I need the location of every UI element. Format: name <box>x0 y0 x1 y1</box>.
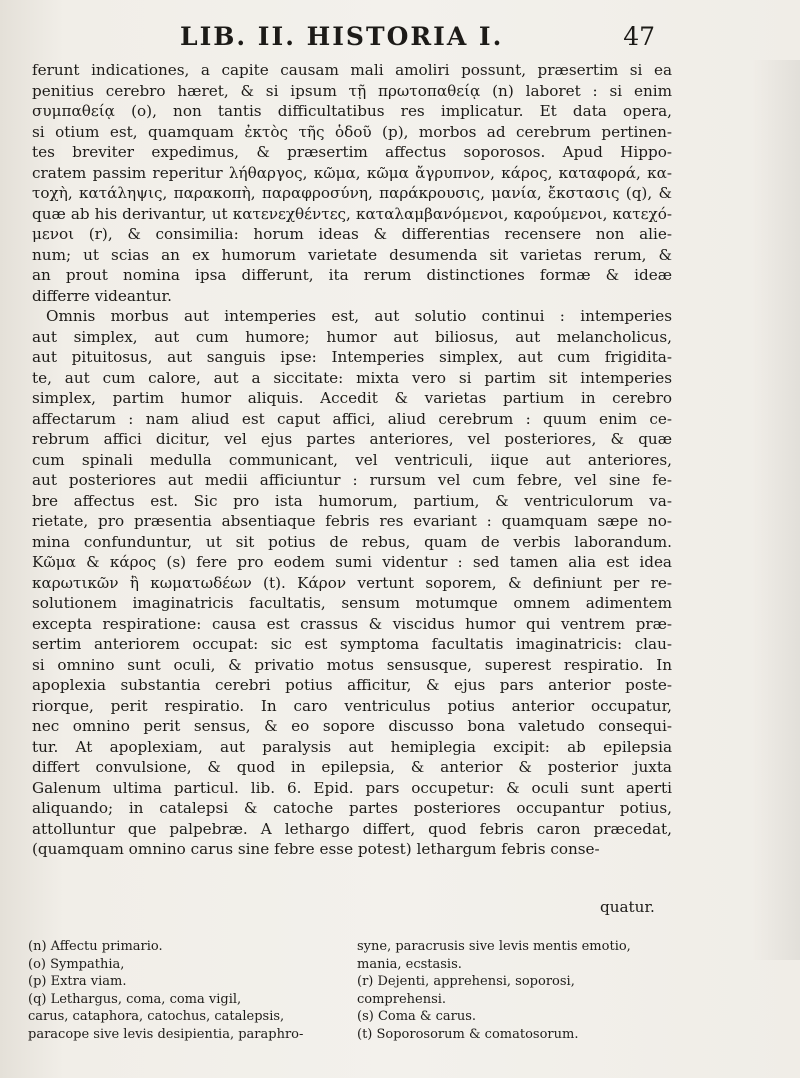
text-line: (quamquam omnino carus sine febre esse potest) lethargum febris conse- <box>32 840 600 858</box>
text-line: aut pituitosus, aut sanguis ipse: Intemperies simplex, aut cum frigidita- <box>32 348 672 366</box>
footnotes-left-column <box>28 938 339 1043</box>
page-number: 47 <box>623 22 655 51</box>
text-line: aliquando; in catalepsi & catoche partes posteriores occupantur potius, <box>32 799 672 817</box>
footnote-line: mania, ecstasis. <box>357 956 462 972</box>
footnote-line: comprehensi. <box>357 991 447 1007</box>
footnote-line: syne, paracrusis sive levis mentis emotio, <box>357 939 631 954</box>
footnote-line: (q) Lethargus, coma, coma vigil, <box>28 991 242 1007</box>
text-line: riorque, perit respiratio. In caro ventriculus potius anterior occupatur, <box>32 696 672 715</box>
footnote-line: (t) Soporosorum & comatosorum. <box>357 1026 579 1042</box>
text-line: Galenum ultima particul. lib. 6. Epid. pars occupetur: & oculi sunt aperti <box>32 778 672 797</box>
text-line: nec omnino perit sensus, & eo sopore discusso bona valetudo consequi- <box>32 717 672 735</box>
text-line: mina confunduntur, ut sit potius de rebus, quam de verbis laborandum. <box>32 532 672 551</box>
text-line: quæ ab his derivantur, ut κατενεχθέντες, καταλαμβανόμενοι, καρούμενοι, κατεχό- <box>32 204 672 223</box>
text-line: differre videantur. <box>32 286 172 305</box>
text-line: tes breviter expedimus, & præsertim affectus soporosos. Apud Hippo- <box>32 143 672 161</box>
text-line: τοχὴ, κατάληψις, παρακοπὴ, παραφροσύνη, παράκρουσις, μανία, ἔκστασις (q), & <box>32 184 672 202</box>
text-line: rebrum affici dicitur, vel ejus partes anteriores, vel posteriores, & quæ <box>32 430 672 448</box>
text-line: excepta respiratione: causa est crassus & viscidus humor qui ventrem præ- <box>32 614 672 633</box>
main-text <box>32 60 672 860</box>
text-line: Κῶμα & κάρος (s) fere pro eodem sumi videntur : sed tamen alia est idea <box>32 553 672 571</box>
text-line: bre affectus est. Sic pro ista humorum, partium, & ventriculorum va- <box>32 491 672 510</box>
footnote-line: paracope sive levis desipientia, paraphro- <box>28 1026 304 1042</box>
text-line: tur. At apoplexiam, aut paralysis aut hemiplegia excipit: ab epilepsia <box>32 737 672 756</box>
footnotes-right-column <box>357 938 668 1043</box>
text-line: te, aut cum calore, aut a siccitate: mixta vero si partim sit intemperies <box>32 368 672 387</box>
footnote-line: carus, cataphora, catochus, catalepsis, <box>28 1009 285 1024</box>
text-line: rietate, pro præsentia absentiaque febris res evariant : quamquam sæpe no- <box>32 512 672 530</box>
text-line: cum spinali medulla communicant, vel ventriculi, iique aut anteriores, <box>32 450 672 469</box>
text-line: apoplexia substantia cerebri potius afficitur, & ejus pars anterior poste- <box>32 676 672 694</box>
footnotes <box>28 938 668 1043</box>
text-line: aut posteriores aut medii afficiuntur : rursum vel cum febre, vel sine fe- <box>32 471 672 489</box>
text-line: Omnis morbus aut intemperies est, aut solutio continui : intemperies <box>46 307 672 325</box>
text-line: si otium est, quamquam ἐκτὸς τῆς ὁδοῦ (p), morbos ad cerebrum pertinen- <box>32 122 672 141</box>
text-line: καρωτικῶν ἢ κωματωδέων (t). Κάρον vertunt soporem, & definiunt per re- <box>32 573 672 592</box>
text-line: aut simplex, aut cum humore; humor aut biliosus, aut melancholicus, <box>32 327 672 346</box>
footnote-line: (p) Extra viam. <box>28 974 127 989</box>
facing-page-bleed <box>752 60 800 960</box>
text-line: attolluntur que palpebræ. A lethargo differt, quod febris caron præcedat, <box>32 819 672 838</box>
footnote-line: (r) Dejenti, apprehensi, soporosi, <box>357 974 575 989</box>
text-line: num; ut scias an ex humorum varietate desumenda sit varietas rerum, & <box>32 245 672 264</box>
text-line: cratem passim reperitur λήθαργος, κῶμα, κῶμα ἄγρυπνον, κάρος, καταφορά, κα- <box>32 163 672 182</box>
text-line: si omnino sunt oculi, & privatio motus sensusque, superest respiratio. In <box>32 655 672 674</box>
text-line: differt convulsione, & quod in epilepsia, & anterior & posterior juxta <box>32 758 672 776</box>
footnote-line: (s) Coma & carus. <box>357 1009 477 1024</box>
running-head: LIB. II. HISTORIA I. <box>180 22 504 51</box>
page-header <box>0 22 800 56</box>
text-line: an prout nomina ipsa differunt, ita rerum distinctiones formæ & ideæ <box>32 266 672 284</box>
text-line: penitius cerebro hæret, & si ipsum τῇ πρωτοπαθείᾳ (n) laboret : si enim <box>32 81 672 100</box>
text-line: simplex, partim humor aliquis. Accedit & varietas partium in cerebro <box>32 389 672 407</box>
footnote-line: (n) Affectu primario. <box>28 939 163 954</box>
footnote-line: (o) Sympathia, <box>28 956 125 972</box>
text-line: μενοι (r), & consimilia: horum ideas & differentias recensere non alie- <box>32 225 672 243</box>
text-line: sertim anteriorem occupat: sic est symptoma facultatis imaginatricis: clau- <box>32 635 672 653</box>
text-line: solutionem imaginatricis facultatis, sensum motumque omnem adimentem <box>32 594 672 612</box>
catchword: quatur. <box>600 898 655 916</box>
text-line: συμπαθείᾳ (o), non tantis difficultatibus res implicatur. Et data opera, <box>32 102 672 120</box>
text-line: ferunt indicationes, a capite causam mali amoliri possunt, præsertim si ea <box>32 61 672 79</box>
text-line: affectarum : nam aliud est caput affici, aliud cerebrum : quum enim ce- <box>32 409 672 428</box>
